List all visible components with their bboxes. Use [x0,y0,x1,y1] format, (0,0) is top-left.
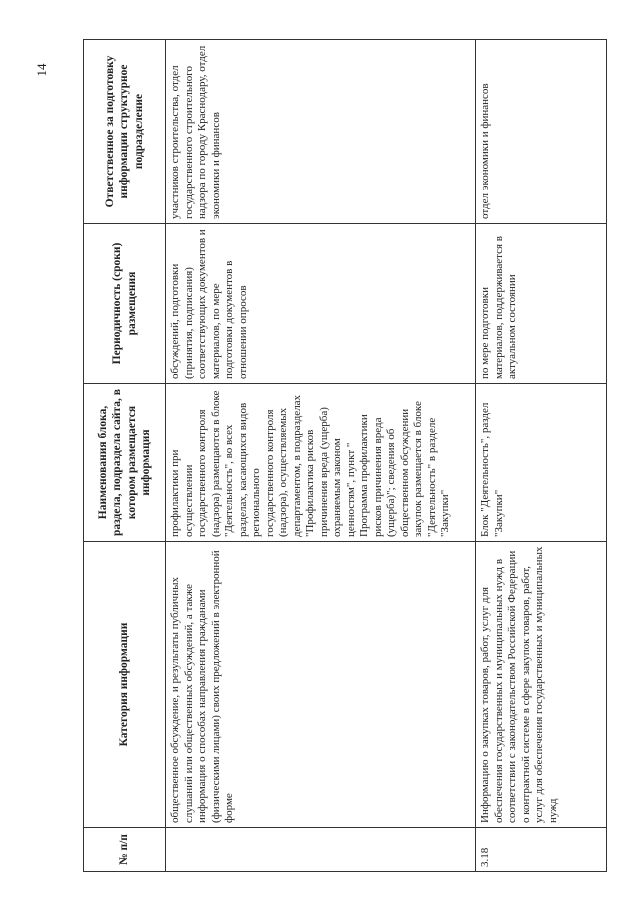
page-number: 14 [34,63,49,77]
row-frequency: по мере подготовки материалов, поддерживается в актуальном состоянии [476,224,607,384]
table-header-row [84,40,166,872]
row-responsible: участников строительства, отдел государственного строительного надзора по городу Краснодару, отдел экономики и финансов [166,40,476,224]
row-responsible: отдел экономики и финансов [476,40,607,224]
info-table [83,39,607,872]
table-row [166,40,476,872]
header-category: Категория информации [84,542,166,828]
rotated-table-container [83,40,608,872]
row-section: профилактики при осуществлении государственного контроля (надзора) размещаются в блоке "Деятельность", во всех разделах, касающихся видов регионального государственного контроля (надзора), осуществляемых департаментом, в подразделах "Профилактика рисков причинения вреда (ущерба) охраняемым законом ценностям", пункт " Программа профилактики рисков причинения вреда (ущерба)"; сведения об общественном обсуждении закупок размещается в блоке "Деятельность" в разделе "Закупки" [166,384,476,542]
row-category: Информацию о закупках товаров, работ, услуг для обеспечения государственных и муниципальных нужд в соответствии с законодательством Российской Федерации о контрактной системе в сфере закупок товаров, работ, услуг для обеспечения государственных и муниципальных нужд [476,542,607,828]
header-section: Наименования блока, раздела, подраздела сайта, в котором размещается информация [84,384,166,542]
table-row [476,40,607,872]
row-number [166,828,476,872]
header-number: № п/п [84,828,166,872]
row-number: 3.18 [476,828,607,872]
row-category: общественное обсуждение, и результаты публичных слушаний или общественных обсуждений, а также информация о способах направления гражданами (физическими лицами) своих предложений в электронной форме [166,542,476,828]
row-frequency: обсуждений, подготовки (принятия, подписания) соответствующих документов и материалов, по мере подготовки документов в отношении опросов [166,224,476,384]
row-section: Блок "Деятельность", раздел "Закупки" [476,384,607,542]
header-responsible: Ответственное за подготовку информации структурное подразделение [84,40,166,224]
header-frequency: Периодичность (сроки) размещения [84,224,166,384]
